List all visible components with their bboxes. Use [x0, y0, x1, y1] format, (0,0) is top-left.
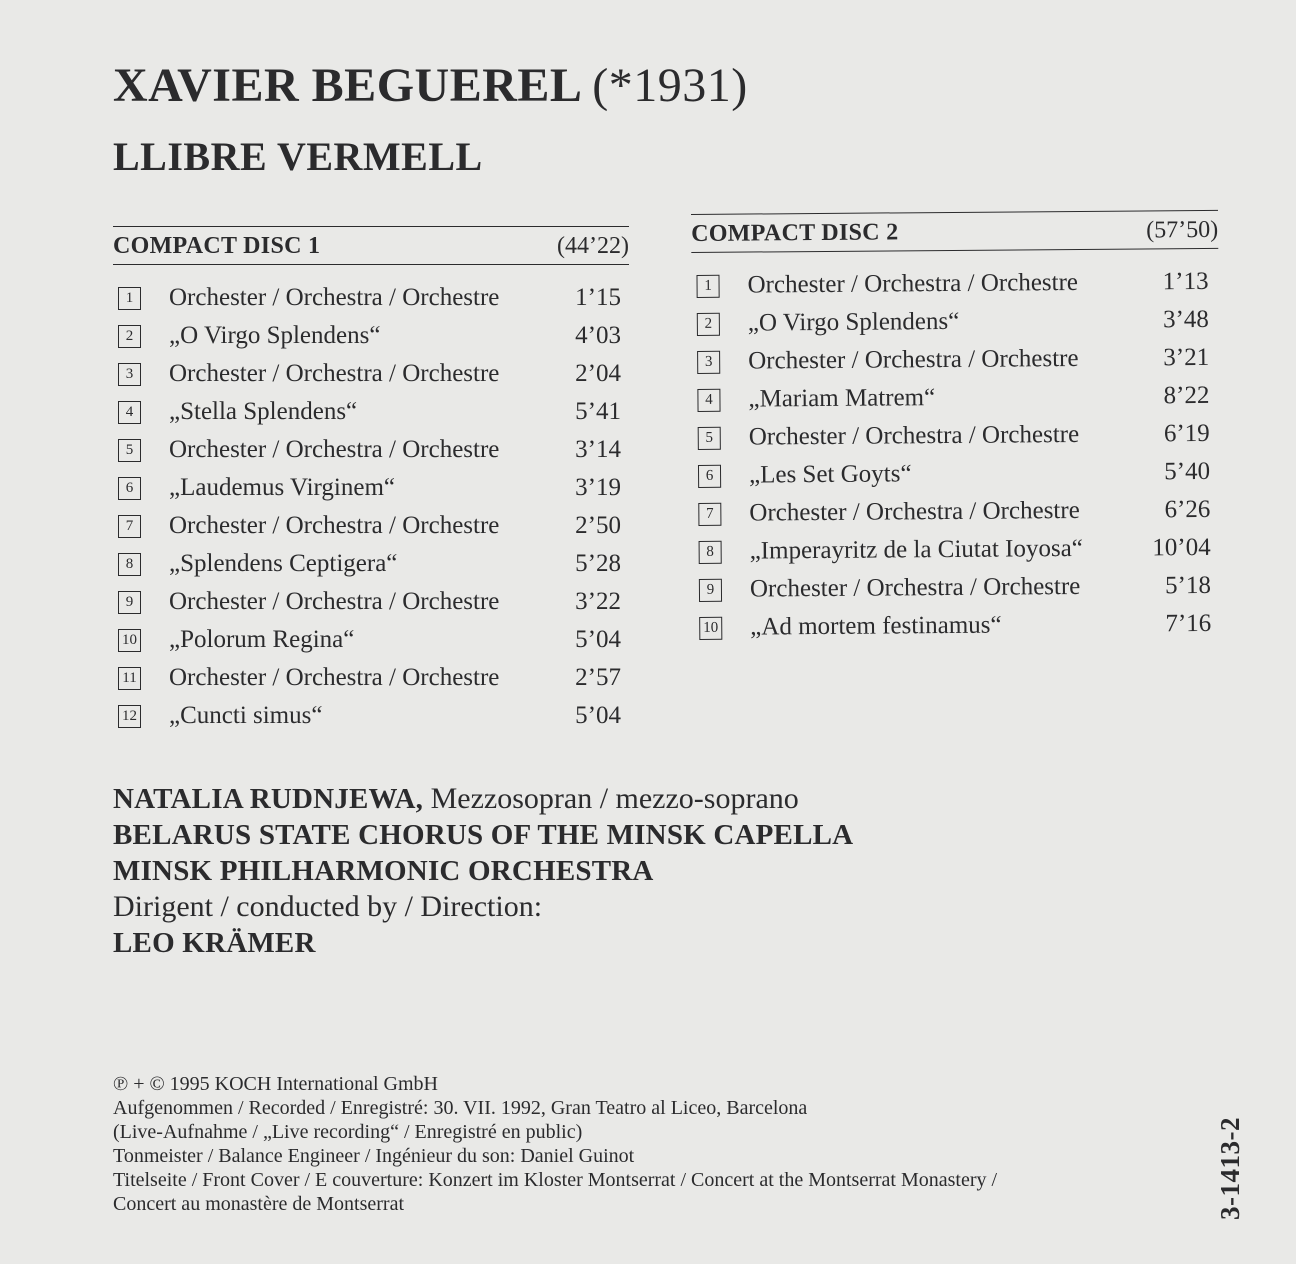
track-duration: 3’14: [575, 436, 621, 463]
track-row: [113, 393, 629, 431]
live-recording-line: (Live-Aufnahme / „Live recording“ / Enregistré en public): [113, 1121, 583, 1143]
track-number: 8: [118, 553, 141, 576]
track-number: 10: [699, 616, 722, 639]
track-number: 3: [118, 363, 141, 386]
track-number: 6: [698, 464, 721, 487]
track-duration: 2’04: [575, 360, 621, 387]
track-number: 1: [118, 287, 141, 310]
track-number: 4: [118, 401, 141, 424]
track-row: [694, 605, 1221, 647]
track-title: „Polorum Regina“: [169, 626, 355, 653]
track-row: [693, 415, 1220, 457]
track-row: [694, 567, 1221, 609]
track-number: 6: [118, 477, 141, 500]
performer-credits: [113, 781, 853, 961]
track-title: „Splendens Ceptigera“: [169, 550, 398, 577]
track-row: [694, 529, 1221, 571]
track-title: Orchester / Orchestra / Orchestre: [749, 496, 1080, 527]
track-duration: 5’40: [1164, 457, 1211, 486]
disc-1-header: [113, 227, 629, 265]
track-number: 2: [118, 325, 141, 348]
recording-notes: [113, 1072, 997, 1216]
track-title: Orchester / Orchestra / Orchestre: [169, 284, 500, 311]
track-duration: 3’48: [1162, 305, 1209, 334]
track-title: Orchester / Orchestra / Orchestre: [749, 572, 1081, 603]
track-row: [113, 431, 629, 469]
track-title: Orchester / Orchestra / Orchestre: [169, 512, 500, 539]
track-title: Orchester / Orchestra / Orchestre: [748, 344, 1079, 375]
track-title: „Les Set Goyts“: [748, 460, 912, 489]
disc-1-duration: (44’22): [557, 233, 629, 259]
orchestra-name: MINSK PHILHARMONIC ORCHESTRA: [113, 855, 654, 887]
track-title: Orchester / Orchestra / Orchestre: [169, 360, 500, 387]
track-number: 1: [696, 274, 719, 297]
track-row: [693, 491, 1220, 533]
composer-name: XAVIER BEGUEREL: [113, 59, 580, 112]
track-number: 12: [118, 705, 141, 728]
track-row: [692, 339, 1219, 381]
track-number: 7: [698, 502, 721, 525]
track-row: [113, 317, 629, 355]
track-row: [113, 697, 629, 735]
track-number: 8: [699, 540, 722, 563]
engineer-line: Tonmeister / Balance Engineer / Ingénieur du son: Daniel Guinot: [113, 1145, 635, 1167]
track-row: [113, 545, 629, 583]
track-title: „Laudemus Virginem“: [169, 474, 395, 501]
track-title: Orchester / Orchestra / Orchestre: [169, 436, 500, 463]
track-number: 7: [118, 515, 141, 538]
composer-heading: [113, 58, 748, 113]
track-duration: 5’18: [1165, 571, 1212, 600]
track-row: [692, 301, 1219, 343]
track-number: 10: [118, 629, 141, 652]
track-duration: 3’22: [575, 588, 621, 615]
track-title: „O Virgo Splendens“: [169, 322, 381, 349]
track-row: [692, 377, 1219, 419]
track-row: [113, 279, 629, 317]
track-number: 5: [698, 426, 721, 449]
cover-line: Titelseite / Front Cover / E couverture: Konzert im Kloster Montserrat / Concert at the Montserrat Monastery /: [113, 1169, 998, 1191]
track-title: Orchester / Orchestra / Orchestre: [747, 268, 1079, 299]
track-row: [113, 355, 629, 393]
track-number: 3: [697, 350, 720, 373]
track-row: [113, 583, 629, 621]
track-title: „Cuncti simus“: [169, 702, 323, 729]
cover-line-continued: Concert au monastère de Montserrat: [113, 1193, 405, 1215]
chorus-name: BELARUS STATE CHORUS OF THE MINSK CAPELLA: [113, 819, 854, 851]
track-row: [691, 263, 1218, 305]
track-duration: 5’28: [575, 550, 621, 577]
track-number: 11: [118, 667, 141, 690]
track-title: „Mariam Matrem“: [748, 384, 936, 413]
track-number: 2: [697, 312, 720, 335]
soloist-name: NATALIA RUDNJEWA,: [113, 783, 424, 815]
track-row: [113, 621, 629, 659]
recorded-line: Aufgenommen / Recorded / Enregistré: 30. VII. 1992, Gran Teatro al Liceo, Barcelona: [113, 1097, 808, 1119]
track-title: „Ad mortem festinamus“: [750, 611, 1002, 641]
track-duration: 2’50: [575, 512, 621, 539]
track-duration: 4’03: [575, 322, 621, 349]
disc-2-tracks: [691, 263, 1221, 647]
track-title: „O Virgo Splendens“: [747, 307, 960, 337]
track-number: 4: [697, 388, 720, 411]
disc-2-tracklist: [691, 210, 1221, 647]
disc-1-tracklist: [113, 226, 629, 735]
soloist-line: [113, 781, 853, 817]
track-duration: 6’19: [1163, 419, 1210, 448]
track-duration: 3’21: [1163, 343, 1210, 372]
track-duration: 5’04: [575, 626, 621, 653]
track-row: [113, 507, 629, 545]
track-title: Orchester / Orchestra / Orchestre: [169, 664, 500, 691]
disc-1-name: COMPACT DISC 1: [113, 233, 321, 259]
disc-2-name: COMPACT DISC 2: [691, 219, 899, 247]
track-number: 9: [699, 578, 722, 601]
disc-2-header: [691, 211, 1218, 253]
track-row: [693, 453, 1220, 495]
track-duration: 5’04: [575, 702, 621, 729]
track-duration: 1’13: [1162, 267, 1209, 296]
track-duration: 8’22: [1163, 381, 1210, 410]
track-title: Orchester / Orchestra / Orchestre: [748, 420, 1080, 451]
conductor-label: Dirigent / conducted by / Direction:: [113, 890, 543, 923]
track-duration: 6’26: [1164, 495, 1211, 524]
track-number: 9: [118, 591, 141, 614]
track-title: „Imperayritz de la Ciutat Ioyosa“: [749, 534, 1083, 565]
track-duration: 10’04: [1152, 533, 1211, 562]
track-title: „Stella Splendens“: [169, 398, 358, 425]
copyright-line: ℗ + © 1995 KOCH International GmbH: [113, 1073, 438, 1095]
track-number: 5: [118, 439, 141, 462]
track-duration: 5’41: [575, 398, 621, 425]
track-duration: 2’57: [575, 664, 621, 691]
track-title: Orchester / Orchestra / Orchestre: [169, 588, 500, 615]
composer-years: (*1931): [592, 59, 748, 112]
work-title: LLIBRE VERMELL: [113, 134, 483, 179]
track-row: [113, 469, 629, 507]
disc-1-tracks: [113, 279, 629, 735]
track-row: [113, 659, 629, 697]
conductor-name: LEO KRÄMER: [113, 927, 316, 959]
track-duration: 1’15: [575, 284, 621, 311]
soloist-role: Mezzosopran / mezzo-soprano: [423, 782, 799, 815]
disc-2-duration: (57’50): [1146, 216, 1219, 244]
track-duration: 3’19: [575, 474, 621, 501]
catalog-number: 3-1413-2: [1215, 1117, 1245, 1220]
track-duration: 7’16: [1165, 609, 1212, 638]
